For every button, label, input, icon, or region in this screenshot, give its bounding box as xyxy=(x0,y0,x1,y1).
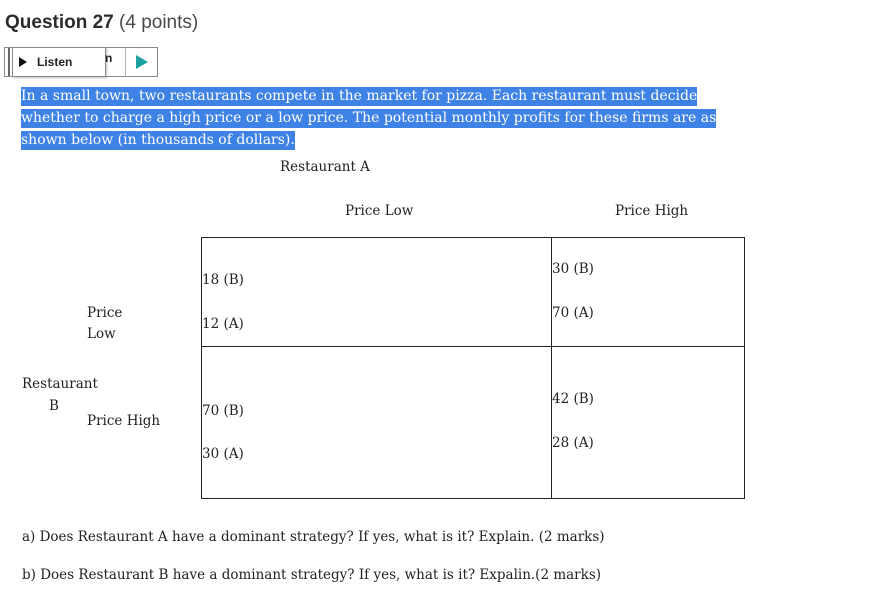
question-b: b) Does Restaurant B have a dominant strategy? If yes, what is it? Expalin.(2 marks) xyxy=(22,567,602,583)
column-header-price-high: Price High xyxy=(615,203,689,219)
listen-tail-text: n xyxy=(105,51,113,65)
play-audio-icon[interactable] xyxy=(136,55,148,69)
row-label-price-low-line2: Low xyxy=(87,326,116,342)
cell-high-high-a: 28 (A) xyxy=(552,435,594,451)
column-header-price-low: Price Low xyxy=(345,203,414,219)
payoff-matrix xyxy=(201,237,745,499)
listen-toolbar xyxy=(4,47,158,77)
intro-text: In a small town, two restaurants compete in the market for pizza. Each restaurant must decide whether to charge a high price or a low price. The potential monthly profits for these firms are as shown below (in thousands of dollars). xyxy=(21,88,717,148)
cell-low-high-b: 30 (B) xyxy=(552,261,594,277)
question-header xyxy=(5,12,198,34)
listen-button[interactable] xyxy=(12,47,106,77)
row-label-price-low-line1: Price xyxy=(87,305,123,321)
cell-low-high-a: 70 (A) xyxy=(552,305,594,321)
question-a: a) Does Restaurant A have a dominant strategy? If yes, what is it? Explain. (2 marks) xyxy=(22,529,605,545)
question-title: Question 27 xyxy=(5,12,114,33)
cell-high-high-b: 42 (B) xyxy=(552,391,594,407)
question-points: (4 points) xyxy=(119,12,199,33)
play-icon xyxy=(19,57,27,67)
row-label-price-high: Price High xyxy=(87,413,161,429)
toolbar-divider xyxy=(125,48,126,76)
row-player-label-line2: B xyxy=(49,398,59,414)
matrix-vertical-divider xyxy=(551,238,552,498)
column-player-label: Restaurant A xyxy=(280,159,370,175)
row-player-label-line1: Restaurant xyxy=(22,376,98,392)
cell-low-low-b: 18 (B) xyxy=(202,272,244,288)
listen-label: Listen xyxy=(37,55,73,69)
cell-low-low-a: 12 (A) xyxy=(202,316,244,332)
matrix-horizontal-divider xyxy=(202,346,744,347)
toolbar-edge xyxy=(8,48,10,76)
cell-high-low-a: 30 (A) xyxy=(202,446,244,462)
cell-high-low-b: 70 (B) xyxy=(202,403,244,419)
question-intro xyxy=(21,85,756,151)
